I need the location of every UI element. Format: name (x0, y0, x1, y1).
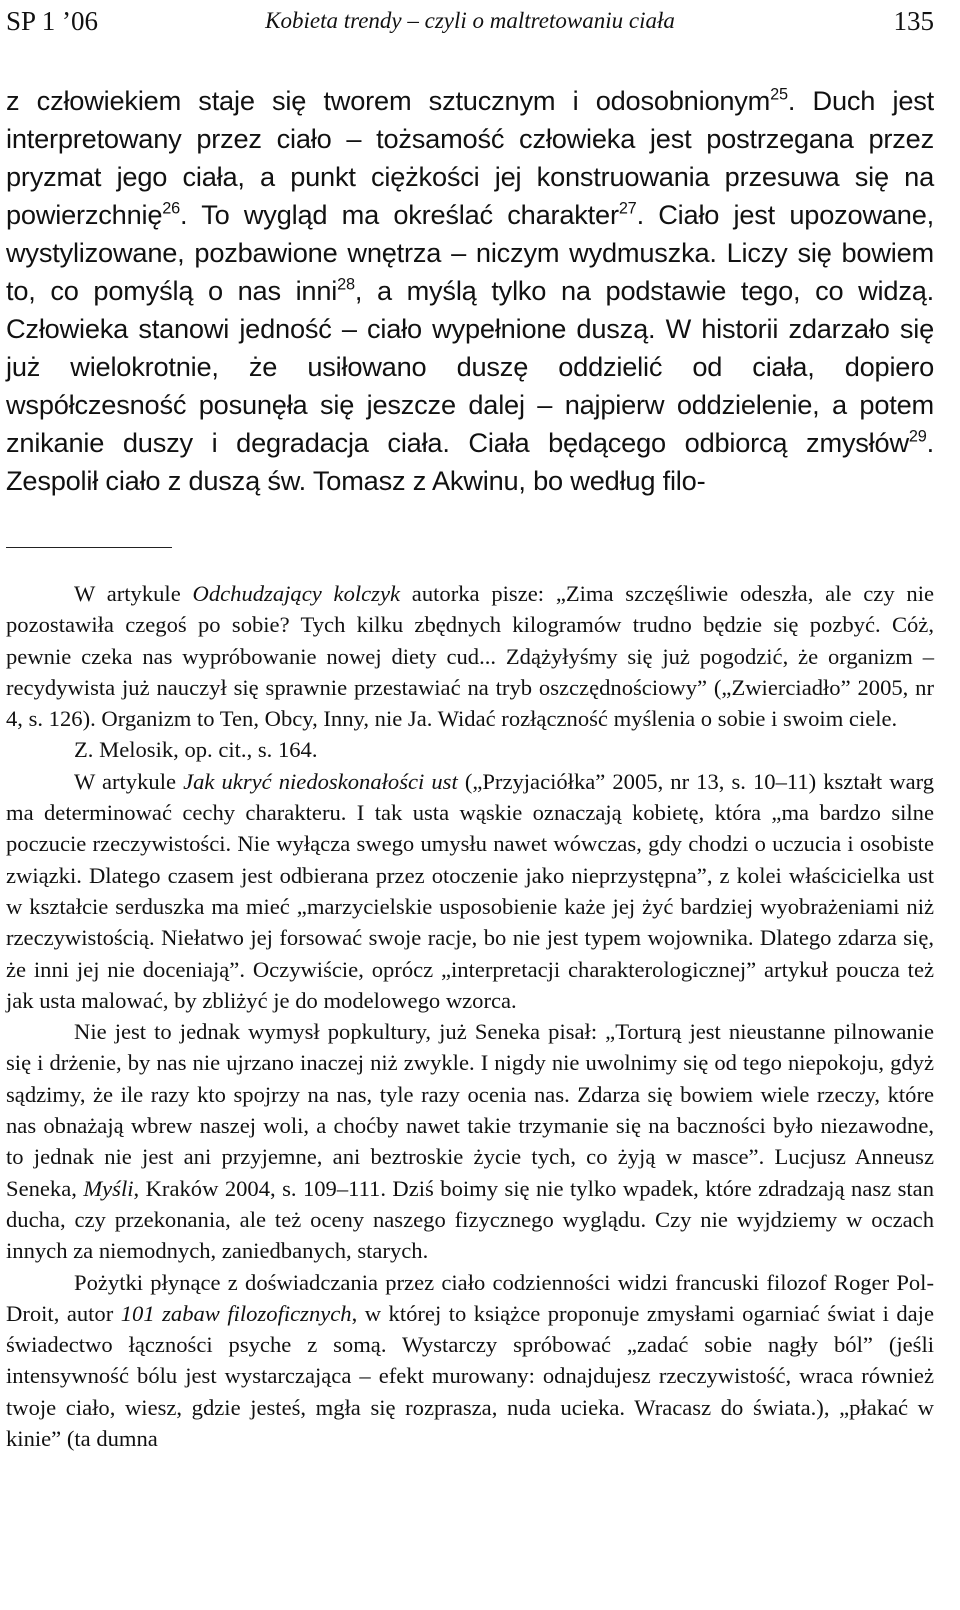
running-title: Kobieta trendy – czyli o maltretowaniu ciała (265, 8, 675, 33)
journal-issue: SP 1 ’06 (6, 6, 99, 36)
footnote-text: , Kraków 2004, s. 109–111. Dziś boimy się nie tylko wpadek, które zdradzają nasz stan ducha, czy przekonania, ale też oceny naszego fizycznego wyglądu. Czy nie wyjdziemy w oczach innych za niemodnych, zaniedbanych, starych. (6, 1175, 934, 1264)
body-text-segment: z człowiekiem staje się tworem sztucznym i odosobnionym (6, 85, 771, 116)
running-header (6, 4, 934, 38)
footnote-text: Pożytki płynące z doświadczania przez ciało codzienności widzi francuski filozof Roger Pol-Droit, autor (6, 1269, 934, 1326)
body-text-segment: . Zespolił ciało z duszą św. Tomasz z Akwinu, bo według filo- (6, 427, 934, 496)
page-number: 135 (893, 6, 934, 36)
main-paragraph (6, 82, 934, 500)
footnote-italic-title: Myśli (83, 1175, 134, 1201)
footnote-ref-28[interactable]: 28 (337, 275, 355, 294)
body-text-segment: . Ciało jest upozowane, wystylizowane, pozbawione wnętrza – niczym wydmuszka. Liczy się bowiem to, co pomyślą o nas inni (6, 199, 934, 306)
footnote-text: W artykule (74, 768, 184, 794)
footnote-27 (6, 766, 934, 1016)
body-text-segment: , a myślą tylko na podstawie tego, co widzą. Człowieka stanowi jedność – ciało wypełnione duszą. W historii zdarzało się już wielokrotnie, że usiłowano duszę oddzielić od ciała, dopiero współczesność posunęła się jeszcze dalej – najpierw oddzielenie, a potem znikanie duszy i degradacja ciała. Ciała będącego odbiorcą zmysłów (6, 275, 934, 458)
footnotes (6, 578, 934, 1454)
footnote-text: autorka pisze: „Zima szczęśliwie odeszła, ale czy nie pozostawiła czegoś po sobie? Tych kilku zbędnych kilogramów trudno będzie się pozbyć. Cóż, pewnie czeka nas wypróbowanie nowej diety cud... Zdążyłyśmy się już pogodzić, że organizm – recydywista już nauczył się sprawnie przestawiać na tryb oszczędnościowy” („Zwierciadło” 2005, nr 4, s. 126). Organizm to Ten, Obcy, Inny, nie Ja. Widać rozłączność myślenia o sobie i swoim ciele. (6, 581, 934, 732)
footnote-ref-25[interactable]: 25 (770, 85, 788, 104)
footnote-29 (6, 1267, 934, 1455)
body-text-segment: . Duch jest interpretowany przez ciało – tożsamość człowieka jest postrzegana przez pryzmat jego ciała, a punkt ciężkości jej konstruowania przesuwa się na powierzchnię (6, 85, 934, 230)
footnote-text: Nie jest to jednak wymysł popkultury, już Seneka pisał: „Torturą jest nieustanne pilnowanie się i drżenie, by nas nie ujrzano inaczej niż zwykle. I nigdy nie uwolnimy się od tego niepokoju, gdyż sądzimy, że ile razy kto spojrzy na nas, tyle razy ocenia nas. Zdarza się bowiem wiele rzeczy, które nas obnażają wbrew naszej woli, a choćby nawet takie trzymanie się na baczności było niezawodne, to jednak nie jest ani przyjemne, ani beztroskie życie tych, co żyją w masce”. Lucjusz Anneusz Seneka, (6, 1019, 934, 1201)
footnote-italic-title: Jak ukryć niedoskonałości ust (183, 768, 458, 794)
document-page (6, 0, 934, 1610)
footnote-ref-26[interactable]: 26 (162, 199, 181, 218)
footnote-text: W artykule (74, 581, 193, 606)
footnote-ref-29[interactable]: 29 (908, 427, 927, 446)
footnote-separator (6, 547, 172, 548)
footnote-ref-27[interactable]: 27 (618, 199, 637, 218)
footnote-italic-title: 101 zabaw filozoficznych (120, 1300, 352, 1326)
footnote-text: Z. Melosik, op. cit., s. 164. (74, 737, 318, 763)
footnote-italic-title: Odchudzający kolczyk (192, 581, 401, 606)
footnote-25 (6, 578, 934, 734)
body-text-segment: . To wygląd ma określać charakter (180, 199, 619, 230)
footnote-26 (6, 734, 934, 765)
footnote-28 (6, 1016, 934, 1266)
footnote-text: , w której to książce proponuje zmysłami ogarniać świat i daje świadectwo łączności psyche z somą. Wystarczy spróbować „zadać sobie nagły ból” (jeśli intensywność bólu jest wystarczająca – efekt murowany: odnajdujesz rzeczywistość, wraca również twoje ciało, wiesz, gdzie jesteś, mgła się rozprasza, nuda ucieka. Wracasz do świata.), „płakać w kinie” (ta dumna (6, 1300, 934, 1452)
footnote-text: („Przyjaciółka” 2005, nr 13, s. 10–11) kształt warg ma determinować cechy charakteru. I tak usta wąskie oznaczają kobietę, która „ma bardzo silne poczucie rzeczywistości. Nie wyłącza swego umysłu nawet wówczas, gdy chodzi o uczucia i osobiste związki. Dlatego czasem jest odbierana przez otoczenie jako nieprzystępna”, z kolei właścicielka ust w kształcie serduszka ma mieć „marzycielskie usposobienie każe jej żyć bardziej wyobrażeniami niż rzeczywistością. Niełatwo jej forsować swoje racje, bo nie jest typem wojownika. Dlatego zdarza się, że inni jej nie doceniają”. Oczywiście, oprócz „interpretacji charakterologicznej” artykuł poucza też jak usta malować, by zbliżyć je do modelowego wzorca. (6, 768, 935, 1013)
